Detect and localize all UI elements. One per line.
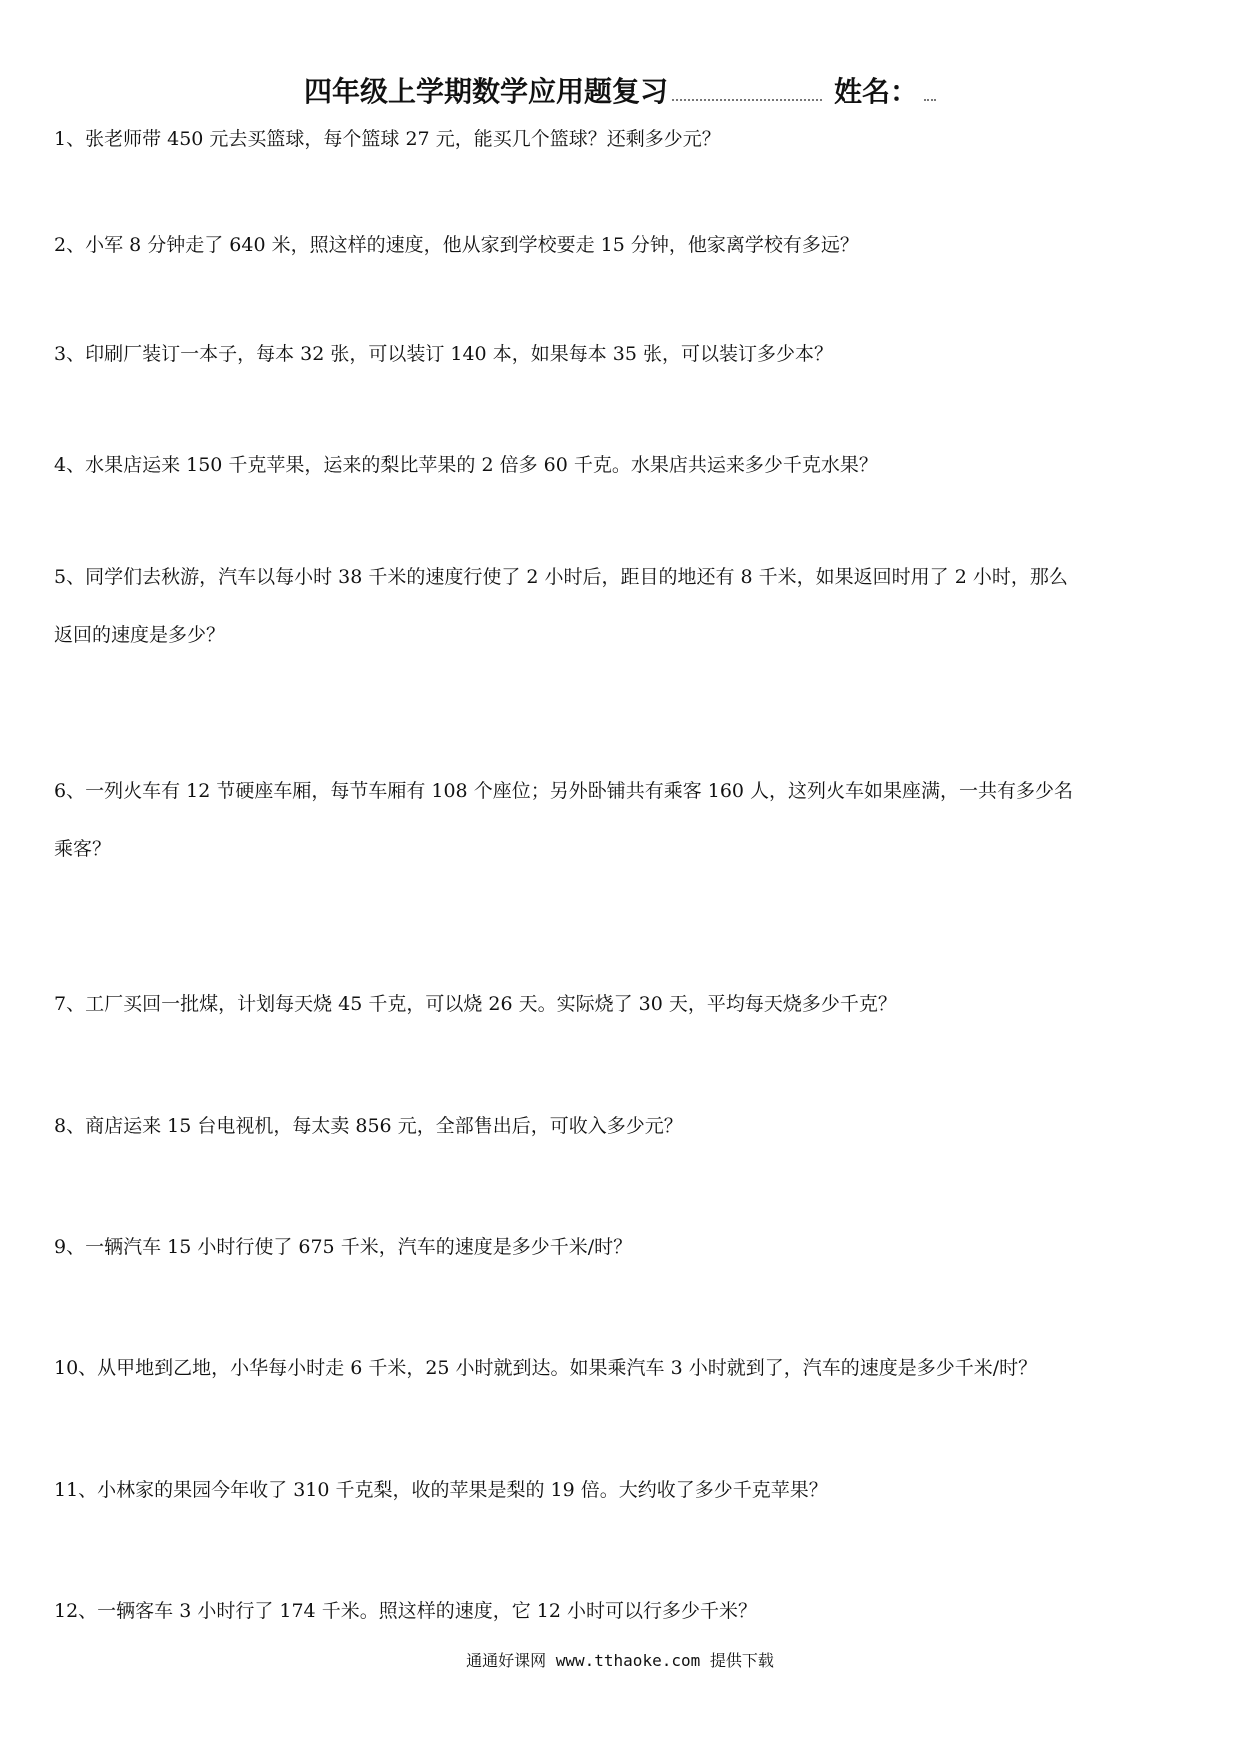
page-title <box>0 72 1240 112</box>
question-11 <box>54 1477 1194 1503</box>
question-6 <box>54 778 1194 862</box>
question-text: 11、小林家的果园今年收了 310 千克梨，收的苹果是梨的 19 倍。大约收了多少千克苹果？ <box>54 1479 828 1501</box>
question-text-continued: 乘客？ <box>54 838 112 860</box>
question-text: 2、小军 8 分钟走了 640 米，照这样的速度，他从家到学校要走 15 分钟，他家离学校有多远？ <box>54 234 859 256</box>
name-blank <box>924 95 936 101</box>
question-text: 9、一辆汽车 15 小时行使了 675 千米，汽车的速度是多少千米/时？ <box>54 1236 633 1258</box>
footer-text: 通通好课网 www.tthaoke.com 提供下载 <box>466 1651 774 1670</box>
question-text-continued: 返回的速度是多少？ <box>54 624 226 646</box>
question-7 <box>54 991 1194 1017</box>
question-8 <box>54 1113 1194 1139</box>
question-10 <box>54 1355 1194 1381</box>
question-5 <box>54 564 1194 648</box>
worksheet-title: 四年级上学期数学应用题复习 <box>303 75 668 108</box>
question-text: 3、印刷厂装订一本子，每本 32 张，可以装订 140 本，如果每本 35 张，可以装订多少本？ <box>54 343 833 365</box>
question-text: 4、水果店运来 150 千克苹果，运来的梨比苹果的 2 倍多 60 千克。水果店共运来多少千克水果？ <box>54 454 878 476</box>
question-text: 5、同学们去秋游，汽车以每小时 38 千米的速度行使了 2 小时后，距目的地还有 8 千米，如果返回时用了 2 小时，那么 <box>54 566 1068 588</box>
page-footer <box>0 1650 1240 1672</box>
question-12 <box>54 1598 1194 1624</box>
title-dotted-line <box>672 95 822 101</box>
question-text: 8、商店运来 15 台电视机，每太卖 856 元，全部售出后，可收入多少元？ <box>54 1115 683 1137</box>
question-text: 1、张老师带 450 元去买篮球，每个篮球 27 元，能买几个篮球？还剩多少元？ <box>54 128 721 150</box>
question-9 <box>54 1234 1194 1260</box>
question-text: 12、一辆客车 3 小时行了 174 千米。照这样的速度，它 12 小时可以行多少千米？ <box>54 1600 757 1622</box>
question-1 <box>54 126 1194 152</box>
name-label: 姓名： <box>834 75 919 108</box>
question-text: 7、工厂买回一批煤，计划每天烧 45 千克，可以烧 26 天。实际烧了 30 天，平均每天烧多少千克？ <box>54 993 897 1015</box>
question-2 <box>54 232 1194 258</box>
question-4 <box>54 452 1194 478</box>
question-text: 6、一列火车有 12 节硬座车厢，每节车厢有 108 个座位；另外卧铺共有乘客 160 人，这列火车如果座满，一共有多少名 <box>54 780 1074 802</box>
question-text: 10、从甲地到乙地，小华每小时走 6 千米，25 小时就到达。如果乘汽车 3 小时就到了，汽车的速度是多少千米/时？ <box>54 1357 1038 1379</box>
question-3 <box>54 341 1194 367</box>
